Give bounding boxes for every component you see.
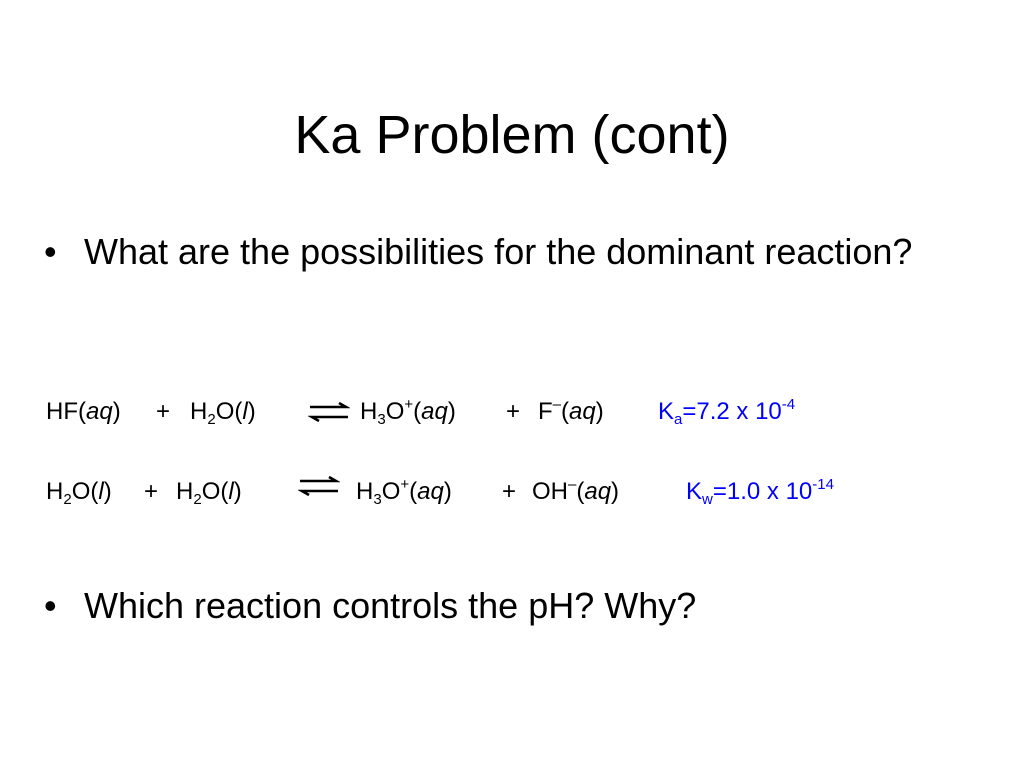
product: $H_3O^+(aq)$	[356, 476, 452, 508]
equilibrium-constant: $K_w=1.0$ x $10^{-14}$	[686, 476, 834, 508]
product: $H_3O^+(aq)$	[360, 396, 456, 428]
slide-title: Ka Problem (cont)	[294, 105, 730, 165]
product: F–(aq)	[538, 396, 604, 425]
bullet-item	[44, 228, 964, 276]
reactant: $H_2O(l)$	[190, 398, 256, 428]
reactant: HF(aq)	[46, 398, 121, 425]
product: OH–(aq)	[532, 476, 620, 505]
plus-sign: +	[502, 478, 517, 505]
bullet-dot: •	[44, 585, 57, 626]
plus-sign: +	[506, 398, 521, 425]
equilibrium-constant: $K_a=7.2$ x $10^{-4}$	[658, 396, 796, 428]
bullet-text: What are the possibilities for the dominant reaction?	[84, 231, 913, 272]
equilibrium-arrow-icon	[298, 474, 340, 500]
bullet-text: Which reaction controls the pH? Why?	[84, 585, 697, 626]
bullet-item	[44, 582, 964, 630]
plus-sign: +	[156, 398, 171, 425]
bullet-dot: •	[44, 231, 57, 272]
reactant: $H_2O(l)$	[46, 478, 112, 508]
equilibrium-arrow-icon	[308, 400, 350, 426]
plus-sign: +	[144, 478, 159, 505]
reactant: $H_2O(l)$	[176, 478, 242, 508]
